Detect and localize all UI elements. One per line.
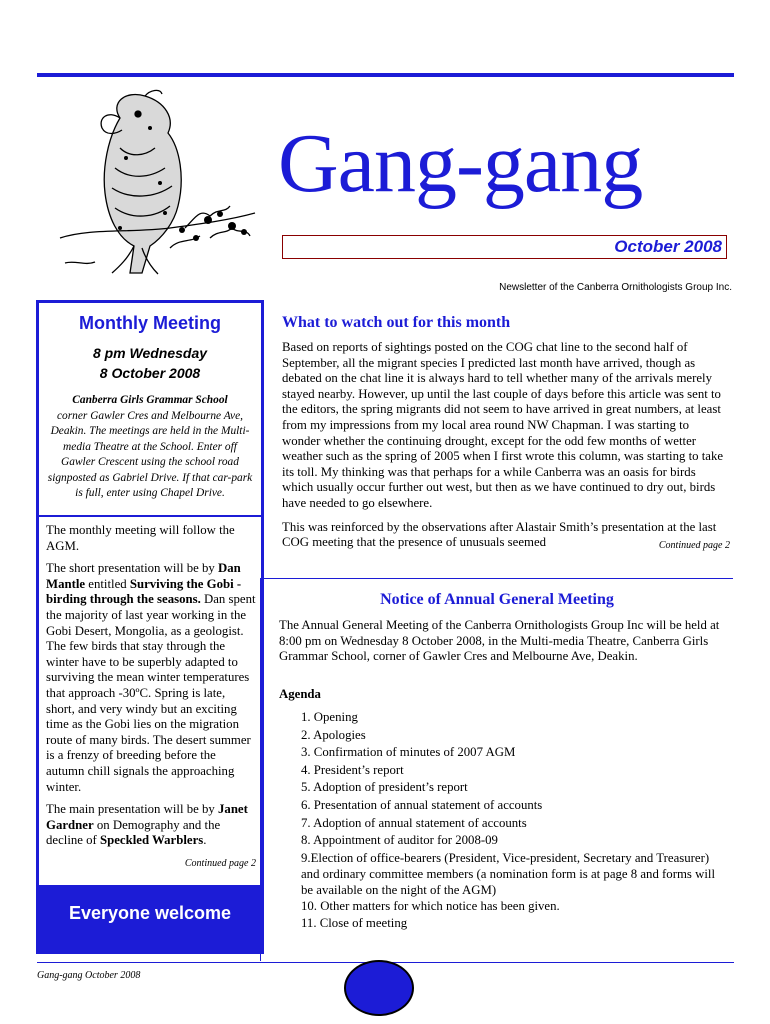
talk-title-1: Surviving the Gobi - birding through the seasons. (46, 576, 242, 607)
gang-gang-cockatoo-illustration (50, 88, 265, 278)
text-run: on Demography and the decline of (46, 817, 221, 848)
watch-para-1: Based on reports of sightings posted on the COG chat line to the second half of September, all the migrant species I predicted last month have arrived, though as debated on the chat line it is always hard to tell whether many of the arrivals merely stayed nearby. However, up until the last couple of days before this article was sent to the editors, the spring migrants did not seem to have arrived in great numbers, at least from my impressions from my local area round NW Chapman. I was starting to wonder whether the continuing drought, except for the odd few months of wetter weather such as the spring of 2005 when I first wrote this column, was starting to take its toll. My thinking was that perhaps for a while Canberra was an oasis for birds which usually occur further out west, but then as we have continued to dry out, birds have needed to go elsewhere. (282, 340, 724, 510)
agenda-item: 1. Opening (301, 710, 358, 724)
meeting-when (39, 343, 261, 383)
agenda-item: 6. Presentation of annual statement of accounts (301, 797, 543, 812)
meeting-venue (47, 393, 253, 502)
agenda-label: Agenda (279, 687, 321, 701)
talk-title-2: Speckled Warblers (100, 833, 204, 848)
watch-para-2 (282, 520, 730, 551)
everyone-welcome-banner: Everyone welcome (39, 885, 261, 951)
meeting-time: 8 pm Wednesday (92, 345, 208, 361)
text-run: . (203, 833, 207, 848)
panel-divider (39, 515, 261, 517)
agenda-item: 7. Adoption of annual statement of accounts (301, 815, 527, 830)
agenda-list (301, 709, 721, 933)
newsletter-masthead: Gang-gang (278, 117, 643, 210)
agenda-item: 9.Election of office-bearers (President, Vice-president, Secretary and Treasurer) and ordinary committee members (a nomination form is at page 8 and forms will be available on the night of the AGM) (301, 850, 716, 897)
text-run: This was reinforced by the observations after Alastair Smith’s presentation at the last COG meeting that the presence of unusuals seemed (282, 519, 717, 550)
continued-note: Continued page 2 (184, 857, 256, 869)
text-run: The short presentation will be by (46, 561, 219, 576)
agm-notice-box (260, 578, 733, 961)
agm-body: The Annual General Meeting of the Canberra Ornithologists Group Inc will be held at 8:00 pm on Wednesday 8 October 2008, in the Multi-media Theatre, Canberra Girls Grammar School, corner of Gawler Cres and Melbourne Ave, Deakin. (279, 618, 720, 664)
issue-date-box (282, 235, 727, 259)
agenda-item: 11. Close of meeting (301, 916, 408, 931)
issue-date: October 2008 (614, 237, 722, 256)
agenda-item: 3. Confirmation of minutes of 2007 AGM (301, 745, 516, 760)
speaker-name-2: Janet Gardner (46, 802, 248, 832)
agenda-item: 8. Appointment of auditor for 2008-09 (301, 833, 498, 848)
top-rule (37, 73, 734, 77)
meeting-description (46, 523, 256, 871)
text-run: The main presentation will be by (46, 802, 219, 817)
page-number-bubble (344, 960, 414, 1016)
meeting-date: 8 October 2008 (99, 365, 201, 381)
text-run: Dan spent the majority of last year working in the Gobi Desert, Mongolia, as a geologist. The few birds that stay through the winter have to be superbly adapted to surviving the mean winter temperatures that approach -30ºC. Spring is late, short, and very windy but an exciting time as the Gobi lies on the migration route of many birds. The desert summer is a frenzy of breeding before the autumn chill signals the approaching winter. (46, 592, 256, 794)
page-footer: Gang-gang October 2008 (37, 970, 141, 981)
agenda-item: 10. Other matters for which notice has been given. (301, 898, 560, 913)
agenda-item: 5. Adoption of president’s report (301, 780, 468, 795)
text-run: entitled (85, 576, 130, 591)
meeting-para-2 (46, 561, 256, 795)
watch-article-title: What to watch out for this month (282, 314, 511, 331)
continued-note: Continued page 2 (658, 540, 730, 552)
agenda-item: 4. President’s report (301, 762, 404, 777)
venue-detail: corner Gawler Cres and Melbourne Ave, Deakin. The meetings are held in the Multi-media Theatre at the School. Enter off Gawler Crescent using the school road signposted as Gabriel Drive. If that car-park is full, enter using Chapel Drive. (47, 409, 253, 499)
meeting-para-3 (46, 802, 256, 849)
watch-article-body (282, 340, 730, 559)
venue-name: Canberra Girls Grammar School (72, 394, 228, 406)
agm-title: Notice of Annual General Meeting (380, 591, 614, 608)
monthly-meeting-title: Monthly Meeting (79, 313, 221, 333)
speaker-name-1: Dan Mantle (46, 561, 241, 591)
agenda-item: 2. Apologies (301, 727, 366, 742)
monthly-meeting-panel (36, 300, 264, 954)
newsletter-subtitle: Newsletter of the Canberra Ornithologists Group Inc. (499, 282, 732, 293)
meeting-para-1: The monthly meeting will follow the AGM. (46, 523, 235, 553)
